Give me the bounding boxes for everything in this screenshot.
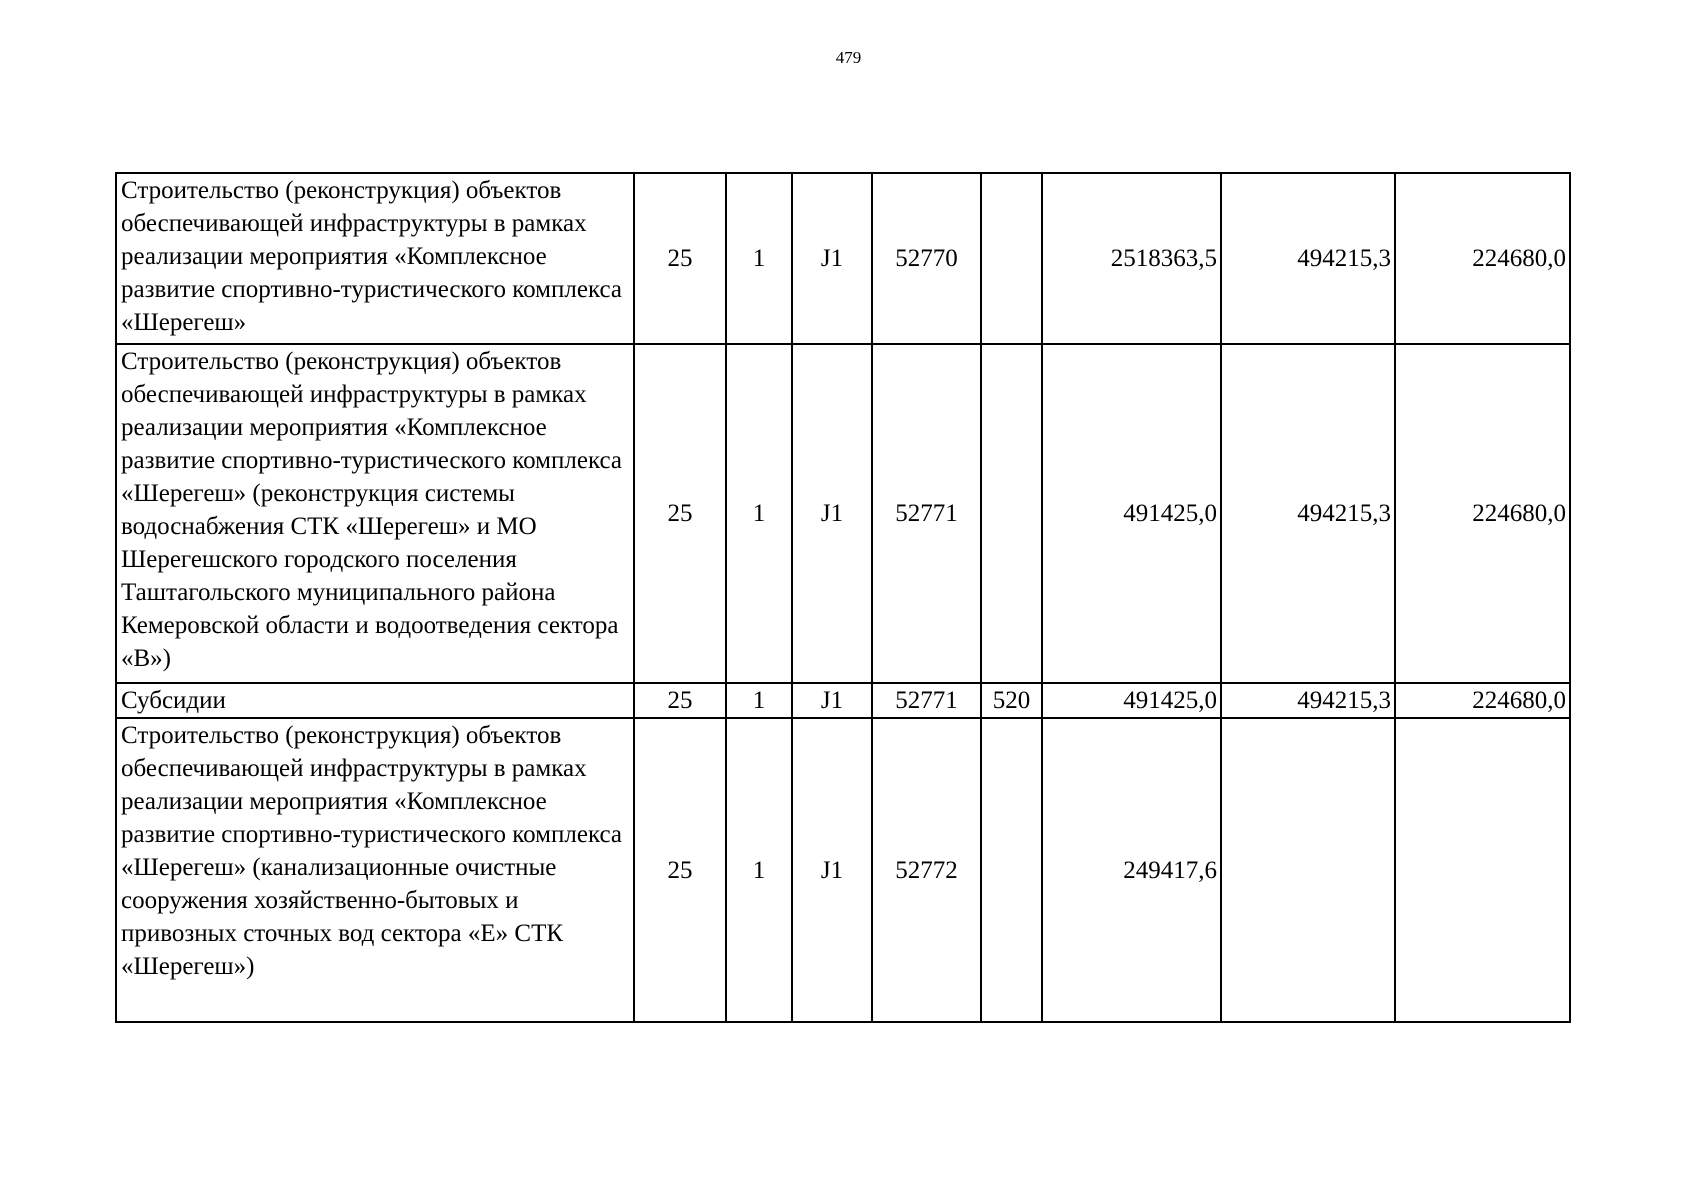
budget-table — [115, 172, 1571, 1023]
expense-type-code: 520 — [981, 683, 1042, 718]
amount-year-3 — [1395, 718, 1570, 1022]
amount-year-1: 491425,0 — [1042, 344, 1221, 683]
row-name: Субсидии — [116, 683, 634, 718]
subprogram-code: J1 — [792, 173, 872, 344]
target-code: 52771 — [872, 344, 981, 683]
amount-year-1: 491425,0 — [1042, 683, 1221, 718]
table-row — [116, 344, 1570, 683]
target-code: 52772 — [872, 718, 981, 1022]
amount-year-2: 494215,3 — [1221, 683, 1395, 718]
amount-year-3: 224680,0 — [1395, 344, 1570, 683]
expense-type-code — [981, 173, 1042, 344]
subprogram-code: J1 — [792, 683, 872, 718]
table-row — [116, 718, 1570, 1022]
amount-year-2 — [1221, 718, 1395, 1022]
amount-year-2: 494215,3 — [1221, 173, 1395, 344]
ministry-code: 25 — [634, 683, 726, 718]
subprogram-code: J1 — [792, 718, 872, 1022]
ministry-code: 25 — [634, 344, 726, 683]
table-row — [116, 683, 1570, 718]
expense-type-code — [981, 344, 1042, 683]
program-code: 1 — [726, 683, 792, 718]
subprogram-code: J1 — [792, 344, 872, 683]
row-name: Строительство (реконструкция) объектов обеспечивающей инфраструктуры в рамках реализации мероприятия «Комплексное развитие спортивно-туристического комплекса «Шерегеш» — [116, 173, 634, 344]
amount-year-1: 249417,6 — [1042, 718, 1221, 1022]
amount-year-1: 2518363,5 — [1042, 173, 1221, 344]
table-row — [116, 173, 1570, 344]
target-code: 52770 — [872, 173, 981, 344]
amount-year-3: 224680,0 — [1395, 173, 1570, 344]
program-code: 1 — [726, 173, 792, 344]
row-name: Строительство (реконструкция) объектов обеспечивающей инфраструктуры в рамках реализации мероприятия «Комплексное развитие спортивно-туристического комплекса «Шерегеш» (реконструкция системы водоснабжения СТК «Шерегеш» и МО Шерегешского городского поселения Таштагольского муниципального района Кемеровской области и водоотведения сектора «В») — [116, 344, 634, 683]
program-code: 1 — [726, 344, 792, 683]
ministry-code: 25 — [634, 173, 726, 344]
ministry-code: 25 — [634, 718, 726, 1022]
page-number: 479 — [835, 48, 862, 67]
program-code: 1 — [726, 718, 792, 1022]
expense-type-code — [981, 718, 1042, 1022]
amount-year-2: 494215,3 — [1221, 344, 1395, 683]
row-name: Строительство (реконструкция) объектов обеспечивающей инфраструктуры в рамках реализации мероприятия «Комплексное развитие спортивно-туристического комплекса «Шерегеш» (канализационные очистные сооружения хозяйственно-бытовых и привозных сточных вод сектора «Е» СТК «Шерегеш») — [116, 718, 634, 1022]
target-code: 52771 — [872, 683, 981, 718]
amount-year-3: 224680,0 — [1395, 683, 1570, 718]
